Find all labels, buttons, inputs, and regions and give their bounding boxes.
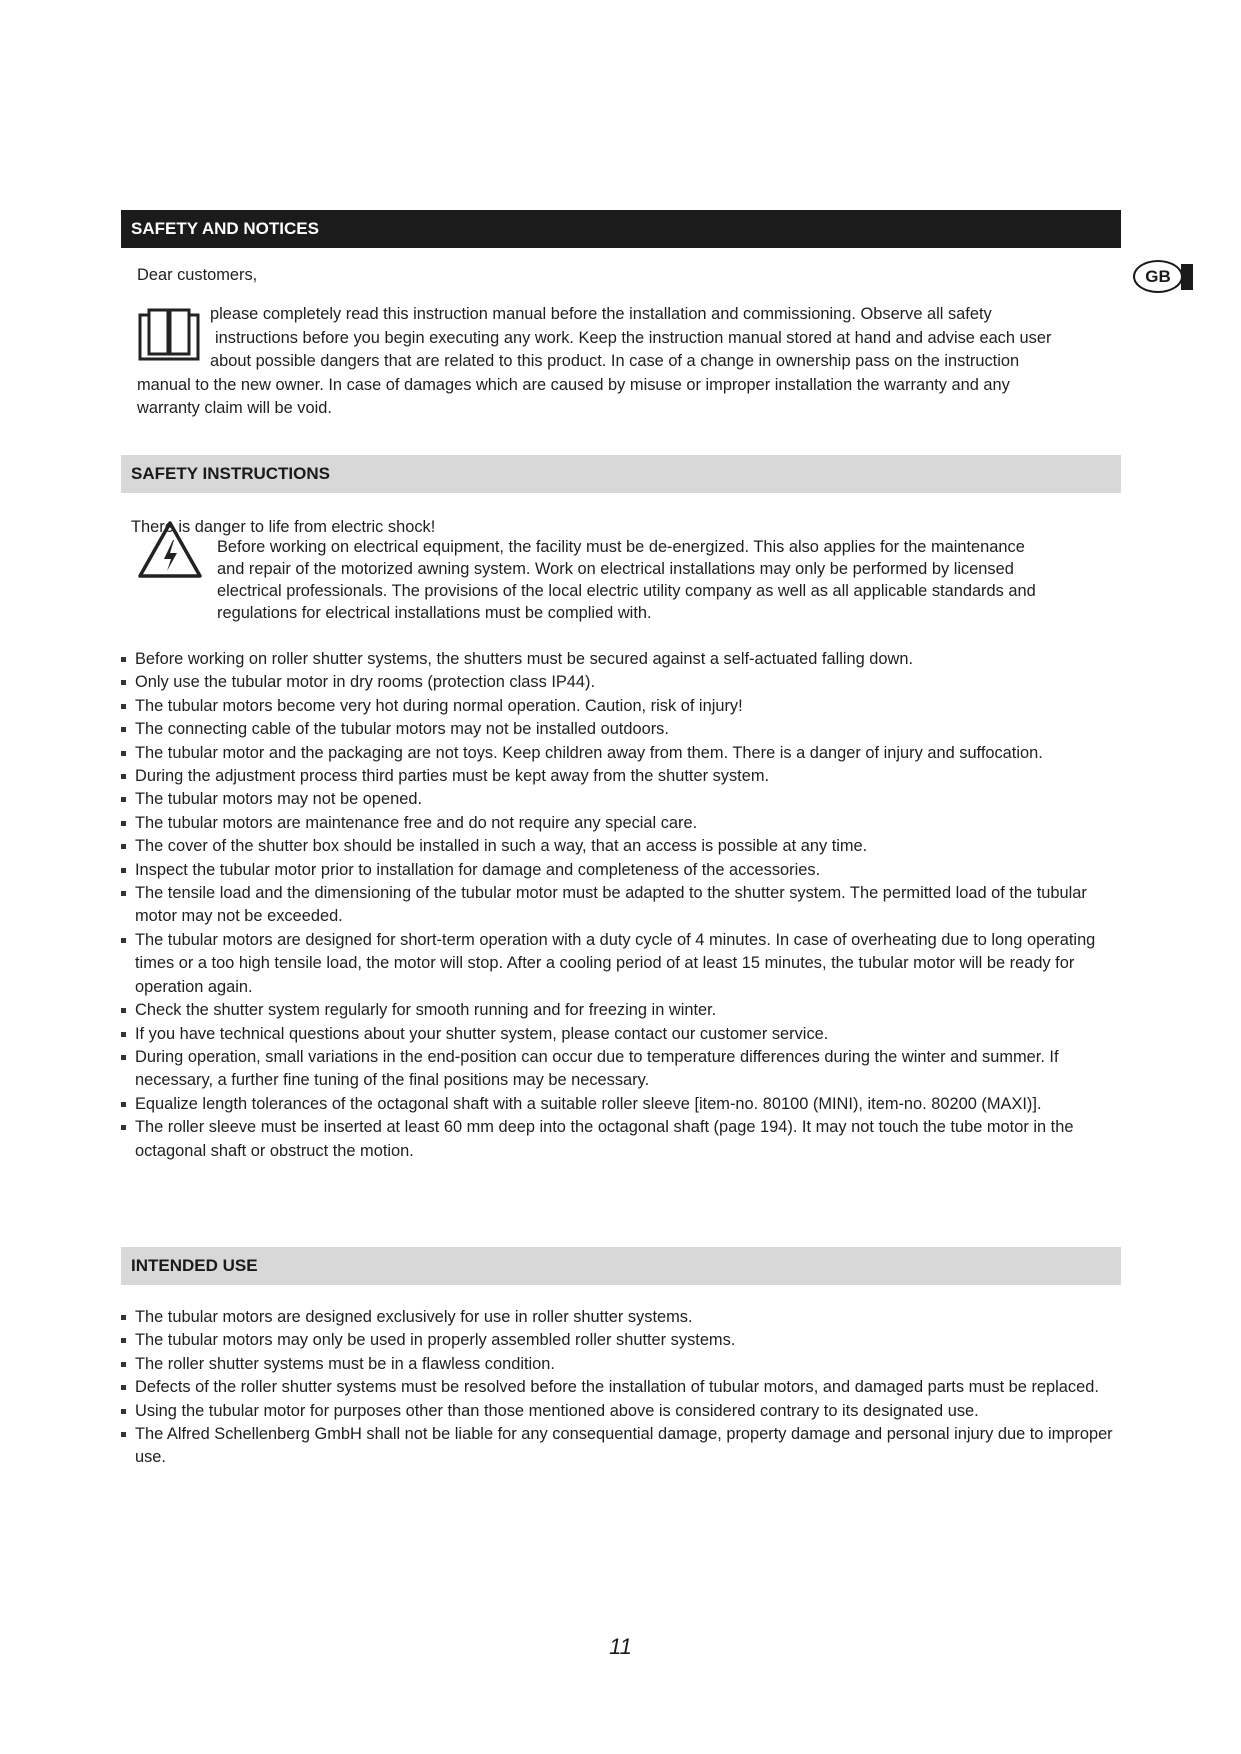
list-item: The roller sleeve must be inserted at least 60 mm deep into the octagonal shaft (page 194). It may not touch the tube motor in the octagonal shaft or obstruct the motion. (121, 1116, 1119, 1163)
list-item: The roller shutter systems must be in a flawless condition. (121, 1353, 1119, 1376)
safety-instructions-list (121, 648, 1119, 1163)
electric-shock-warning-icon (137, 520, 203, 580)
list-item: Defects of the roller shutter systems must be resolved before the installation of tubular motors, and damaged parts must be replaced. (121, 1376, 1119, 1399)
list-item: If you have technical questions about your shutter system, please contact our customer service. (121, 1023, 1119, 1046)
list-item: During the adjustment process third parties must be kept away from the shutter system. (121, 765, 1119, 788)
warning-line-1: Before working on electrical equipment, the facility must be de-energized. This also applies for the maintenance (217, 538, 1025, 556)
intended-use-list (121, 1306, 1119, 1470)
list-item: The tubular motors are designed exclusively for use in roller shutter systems. (121, 1306, 1119, 1329)
list-item: Using the tubular motor for purposes other than those mentioned above is considered contrary to its designated use. (121, 1400, 1119, 1423)
language-badge (1133, 260, 1193, 293)
greeting: Dear customers, (137, 266, 258, 284)
notice-line-2: instructions before you begin executing any work. Keep the instruction manual stored at hand and advise each user (215, 329, 1052, 347)
list-item: Check the shutter system regularly for smooth running and for freezing in winter. (121, 999, 1119, 1022)
list-item: Inspect the tubular motor prior to installation for damage and completeness of the accessories. (121, 859, 1119, 882)
warning-title: There is danger to life from electric shock! (131, 518, 436, 536)
list-item: During operation, small variations in the end-position can occur due to temperature differences during the winter and summer. If necessary, a further fine tuning of the final positions may be necessary. (121, 1046, 1119, 1093)
list-item: The tubular motors may only be used in properly assembled roller shutter systems. (121, 1329, 1119, 1352)
list-item: The tubular motors are designed for short-term operation with a duty cycle of 4 minutes. In case of overheating due to long operating times or a too high tensile load, the motor will stop. After a cooling period of at least 15 minutes, the tubular motor will be ready for operation again. (121, 929, 1119, 999)
list-item: The tubular motor and the packaging are not toys. Keep children away from them. There is a danger of injury and suffocation. (121, 742, 1119, 765)
list-item: The connecting cable of the tubular motors may not be installed outdoors. (121, 718, 1119, 741)
list-item: Before working on roller shutter systems, the shutters must be secured against a self-actuated falling down. (121, 648, 1119, 671)
list-item: Only use the tubular motor in dry rooms (protection class IP44). (121, 671, 1119, 694)
list-item: The Alfred Schellenberg GmbH shall not be liable for any consequential damage, property damage and personal injury due to improper use. (121, 1423, 1119, 1470)
warning-line-4: regulations for electrical installations must be complied with. (217, 604, 652, 622)
section-heading-intended-use: INTENDED USE (121, 1247, 1121, 1285)
list-item: The tubular motors become very hot during normal operation. Caution, risk of injury! (121, 695, 1119, 718)
notice-line-3: about possible dangers that are related to this product. In case of a change in ownership pass on the instruction (210, 352, 1020, 370)
warning-line-3: electrical professionals. The provisions of the local electric utility company as well as all applicable standards and (217, 582, 1036, 600)
list-item: The tensile load and the dimensioning of the tubular motor must be adapted to the shutter system. The permitted load of the tubular motor may not be exceeded. (121, 882, 1119, 929)
section-heading-safety-instructions: SAFETY INSTRUCTIONS (121, 455, 1121, 493)
language-badge-tab (1181, 264, 1193, 290)
notice-line-5: warranty claim will be void. (137, 399, 332, 417)
notice-line-4: manual to the new owner. In case of damages which are caused by misuse or improper installation the warranty and any (137, 376, 1010, 394)
list-item: The tubular motors may not be opened. (121, 788, 1119, 811)
list-item: Equalize length tolerances of the octagonal shaft with a suitable roller sleeve [item-no. 80100 (MINI), item-no. 80200 (MAXI)]. (121, 1093, 1119, 1116)
list-item: The cover of the shutter box should be installed in such a way, that an access is possible at any time. (121, 835, 1119, 858)
list-item: The tubular motors are maintenance free and do not require any special care. (121, 812, 1119, 835)
manual-book-icon (137, 307, 201, 363)
warning-line-2: and repair of the motorized awning system. Work on electrical installations may only be performed by licensed (217, 560, 1014, 578)
language-badge-label: GB (1133, 260, 1183, 293)
page-number: 11 (609, 1634, 632, 1659)
notice-line-1: please completely read this instruction manual before the installation and commissioning. Observe all safety (210, 305, 992, 323)
section-heading-safety-and-notices: SAFETY AND NOTICES (121, 210, 1121, 248)
